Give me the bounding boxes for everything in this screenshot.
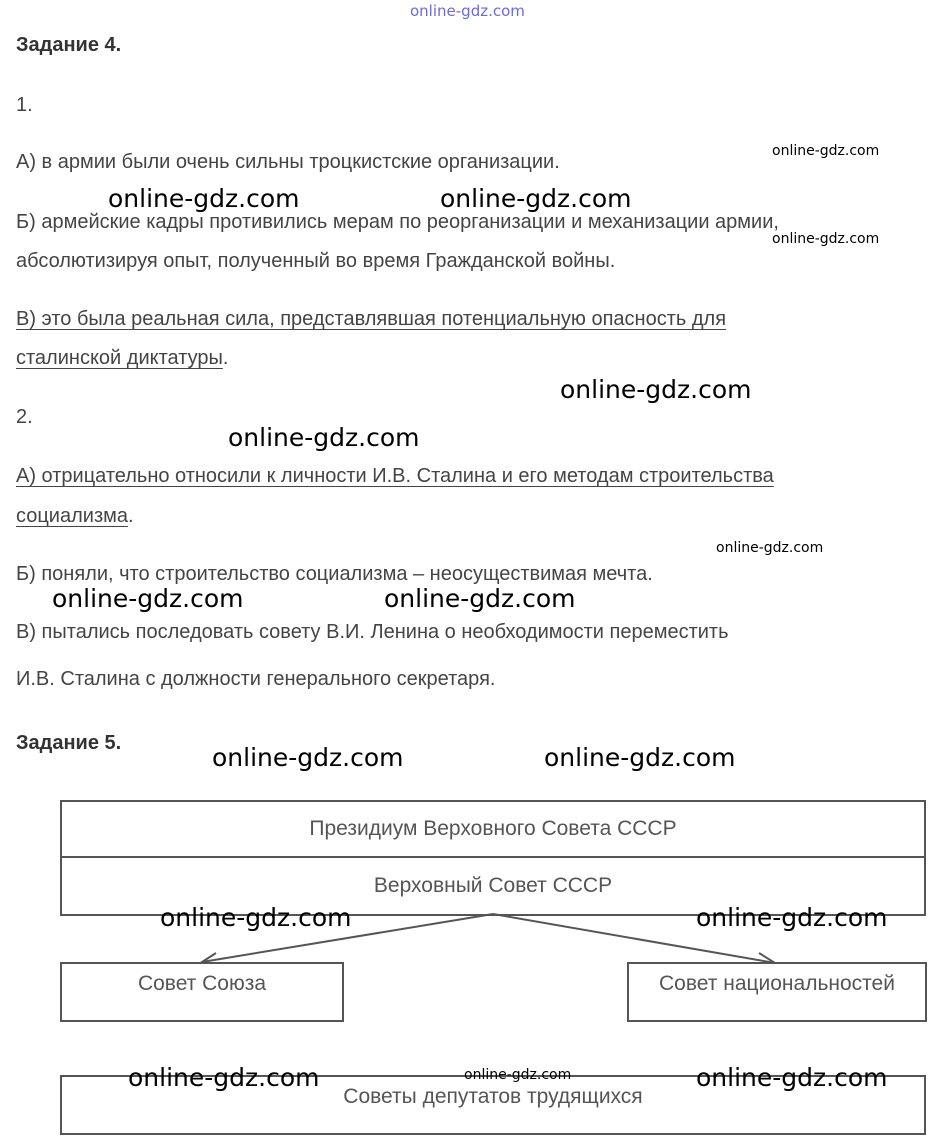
watermark: online-gdz.com [544, 743, 736, 772]
q1-option-v-line2-text: сталинской диктатуры [16, 347, 223, 369]
watermark: online-gdz.com [440, 184, 632, 213]
watermark: online-gdz.com [212, 743, 404, 772]
watermark: online-gdz.com [160, 903, 352, 932]
council-nationalities-box [627, 962, 927, 1022]
watermark: online-gdz.com [228, 423, 420, 452]
watermark: online-gdz.com [696, 1063, 888, 1092]
q1-option-v-line1: В) это была реальная сила, представлявшая потенциальную опасность для [16, 308, 727, 330]
watermark: online-gdz.com [772, 143, 880, 159]
q2-option-v-line1: В) пытались последовать совету В.И. Ленина о необходимости переместить [16, 621, 729, 643]
site-watermark: online-gdz.com [410, 2, 525, 20]
q1-number: 1. [16, 94, 33, 116]
q2-option-b: Б) поняли, что строительство социализма – неосуществимая мечта. [16, 563, 653, 585]
watermark: online-gdz.com [716, 540, 824, 556]
q1-option-a: А) в армии были очень сильны троцкистские организации. [16, 151, 560, 173]
q2-option-a-line2-end: . [127, 505, 134, 527]
task5-heading: Задание 5. [16, 732, 122, 754]
q1-option-b-line2: абсолютизируя опыт, полученный во время Гражданской войны. [16, 250, 616, 272]
supreme-soviet-label: Верховный Совет СССР [373, 874, 613, 897]
watermark: online-gdz.com [560, 375, 752, 404]
q1-option-v-line2-end: . [222, 347, 229, 369]
q2-option-a-line1: А) отрицательно относили к личности И.В. Сталина и его методам строительства [16, 465, 774, 487]
presidium-label: Президиум Верховного Совета СССР [309, 817, 677, 840]
watermark: online-gdz.com [696, 903, 888, 932]
deputies-label: Советы депутатов трудящихся [343, 1085, 643, 1108]
q1-option-b-line1: Б) армейские кадры противились мерам по реорганизации и механизации армии, [16, 211, 779, 233]
watermark: online-gdz.com [384, 584, 576, 613]
watermark: online-gdz.com [464, 1067, 572, 1083]
watermark: online-gdz.com [772, 231, 880, 247]
q2-option-v-line2: И.В. Сталина с должности генерального секретаря. [16, 668, 496, 690]
watermark: online-gdz.com [108, 184, 300, 213]
council-nationalities-label: Совет национальностей [659, 972, 895, 995]
council-union-label: Совет Союза [137, 972, 267, 995]
task4-heading: Задание 4. [16, 34, 122, 56]
council-union-box [60, 962, 344, 1022]
q2-option-a-line2-text: социализма [16, 505, 128, 527]
q2-number: 2. [16, 406, 33, 428]
watermark: online-gdz.com [52, 584, 244, 613]
watermark: online-gdz.com [128, 1063, 320, 1092]
